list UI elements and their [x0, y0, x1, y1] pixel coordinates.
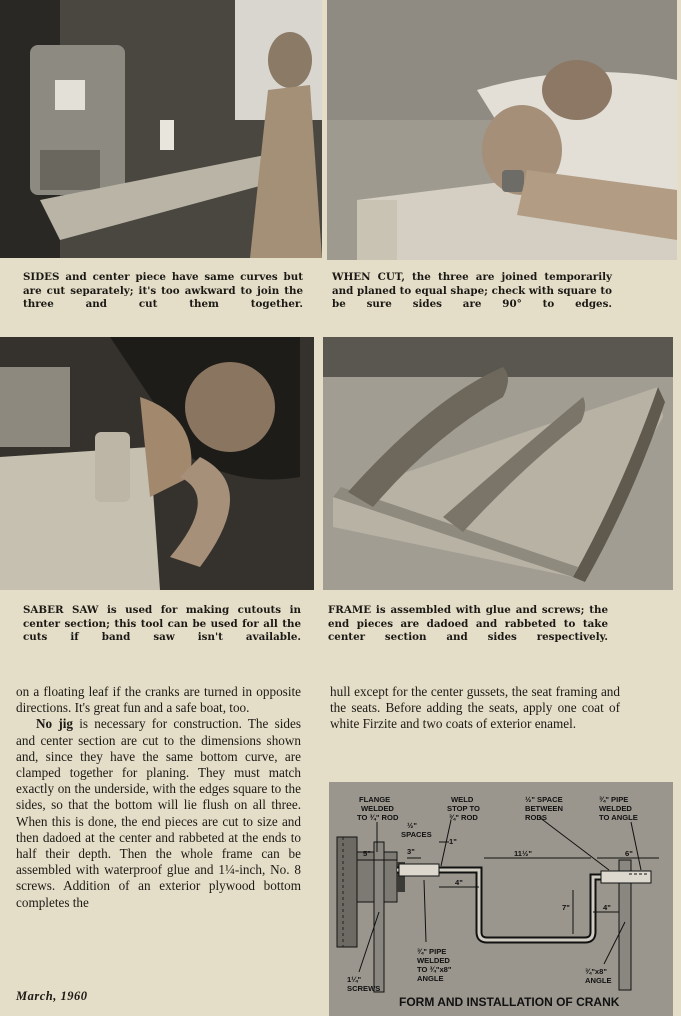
right-column-text	[330, 684, 620, 733]
caption-lead: FRAME	[328, 604, 372, 616]
svg-text:¾" PIPE	[599, 795, 628, 804]
dim-7: 7"	[562, 903, 570, 912]
label-flange: WELDED	[361, 804, 394, 813]
svg-text:ANGLE	[417, 974, 444, 983]
dim-1: 1"	[449, 837, 457, 846]
label-pipe-welded: ¾" PIPE	[599, 795, 629, 804]
left-column-text	[16, 684, 301, 911]
label-screws: SCREWS	[347, 984, 381, 993]
svg-text:¾"x8"	[585, 967, 607, 976]
paragraph: hull except for the center gussets, the seat framing and the seats. Before adding the seats, apply one coat of white Firzite and two coats of exterior enamel.	[330, 684, 620, 732]
label-angle: ¾"x8"	[585, 967, 607, 976]
label-pipe-welded: WELDED	[599, 804, 632, 813]
svg-text:WELDED	[599, 804, 632, 813]
photo-band-saw	[0, 0, 322, 258]
caption-text: is used for making cutouts in center section; this tool can be used for all the cuts if band saw isn't available.	[23, 604, 301, 644]
dim-6: 6"	[625, 849, 633, 858]
svg-text:½" SPACE	[525, 795, 563, 804]
svg-text:1¼"	[347, 975, 362, 984]
label-half-space: ½" SPACE	[525, 795, 563, 804]
paragraph	[16, 716, 301, 910]
svg-text:SPACES	[401, 830, 432, 839]
svg-text:WELD	[451, 795, 474, 804]
label-weld-stop: ¾" ROD	[449, 813, 478, 822]
caption-lead: WHEN CUT,	[332, 271, 405, 283]
caption-sides	[23, 271, 303, 312]
footer-date: March, 1960	[16, 989, 88, 1003]
label-pipe-angle: WELDED	[417, 956, 450, 965]
label-pipe-angle: TO ¾"x8"	[417, 965, 452, 974]
caption-text: is assembled with glue and screws; the end pieces are dadoed and rabbeted to take center section and sides respectively.	[328, 604, 608, 644]
dim-4a: 4"	[455, 878, 463, 887]
label-weld-stop: STOP TO	[447, 804, 480, 813]
dim-3: 3"	[407, 847, 415, 856]
caption-frame	[328, 604, 608, 645]
label-half-space: RODS	[525, 813, 547, 822]
subhead: No jig	[36, 716, 74, 732]
label-half-spaces: SPACES	[401, 830, 432, 839]
svg-text:¾" ROD	[449, 813, 478, 822]
caption-when-cut	[332, 271, 612, 312]
svg-text:STOP TO	[447, 804, 480, 813]
svg-text:FLANGE	[359, 795, 390, 804]
paragraph-body: is necessary for construction. The sides and center section are cut to the dimensions shown and, since they have the same bottom curve, are clamped together for planing. They must match exactly on the underside, with the edges square to the sides, so that the bottom will lie flush on all three. When this is done, the end pieces are cut to size and then dadoed at the center and rabbeted at the ends to half their depth. Then the whole frame can be assembled with waterproof glue and 1¼-inch, No. 8 screws. Addition of an exterior plywood bottom completes the	[16, 716, 301, 910]
label-pipe-angle: ¾" PIPE	[417, 947, 447, 956]
caption-saber-saw	[23, 604, 301, 645]
caption-lead: SIDES	[23, 271, 60, 283]
label-flange: FLANGE	[359, 795, 391, 804]
photo-saber-saw	[0, 337, 314, 590]
caption-text: the three are joined temporarily and planed to equal shape; check with square to be sure sides are 90° to edges.	[332, 271, 612, 311]
photo-planing	[327, 0, 677, 260]
svg-text:BETWEEN	[525, 804, 563, 813]
svg-text:TO ¾" ROD	[357, 813, 399, 822]
caption-lead: SABER SAW	[23, 604, 99, 616]
label-pipe-welded: TO ANGLE	[599, 813, 638, 822]
label-half-spaces: ½"	[407, 821, 417, 830]
svg-text:TO ¾"x8"	[417, 965, 452, 974]
crank-diagram	[329, 782, 673, 1016]
label-weld-stop: WELD	[451, 795, 474, 804]
svg-text:WELDED	[361, 804, 394, 813]
dim-11-5: 11½"	[514, 849, 532, 858]
label-flange: TO ¾" ROD	[357, 813, 399, 822]
label-screws: 1¼"	[347, 975, 362, 984]
caption-text: and center piece have same curves but are cut separately; it's too awkward to join the three and cut them together.	[23, 271, 303, 311]
dim-5: 5"	[363, 849, 371, 858]
diagram-title: FORM AND INSTALLATION OF CRANK	[399, 995, 620, 1009]
label-half-space: BETWEEN	[525, 804, 563, 813]
label-pipe-angle: ANGLE	[417, 974, 444, 983]
photo-frame	[323, 337, 673, 590]
svg-text:½"	[407, 821, 417, 830]
paragraph: on a floating leaf if the cranks are turned in opposite directions. It's great fun and a safe boat, too.	[16, 684, 301, 716]
label-angle: ANGLE	[585, 976, 612, 985]
dim-4b: 4"	[603, 903, 611, 912]
svg-text:ANGLE	[585, 976, 612, 985]
svg-text:SCREWS	[347, 984, 380, 993]
svg-text:TO ANGLE	[599, 813, 638, 822]
svg-text:¾" PIPE	[417, 947, 446, 956]
svg-text:RODS	[525, 813, 547, 822]
svg-text:WELDED	[417, 956, 450, 965]
